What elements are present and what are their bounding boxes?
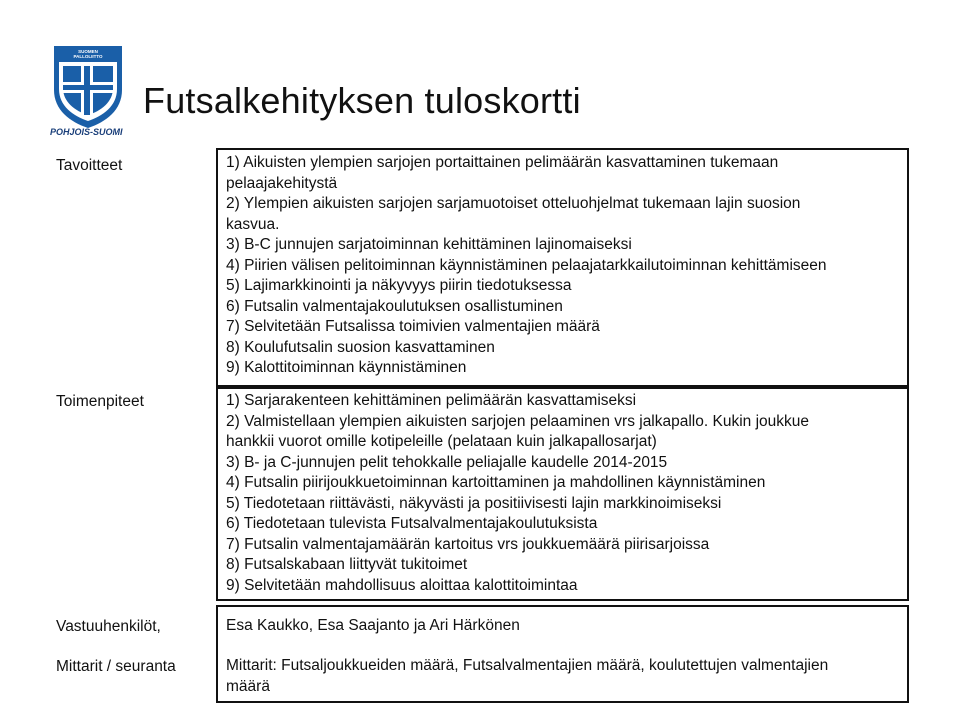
- toimenpiteet-line: 6) Tiedotetaan tulevista Futsalvalmentajakoulutuksista: [226, 515, 598, 532]
- tavoitteet-line: 3) B-C junnujen sarjatoiminnan kehittäminen lajinomaiseksi: [226, 236, 632, 253]
- toimenpiteet-line: 3) B- ja C-junnujen pelit tehokkalle peliajalle kaudelle 2014-2015: [226, 453, 668, 471]
- tavoitteet-line: 7) Selvitetään Futsalissa toimivien valmentajien määrä: [226, 318, 600, 335]
- vastuu-mittarit-box: [216, 605, 909, 703]
- vastuuhenkilot-text: Esa Kaukko, Esa Saajanto ja Ari Härkönen: [226, 617, 520, 634]
- tavoitteet-line: pelaajakehitystä: [226, 174, 338, 192]
- tavoitteet-line: 2) Ylempien aikuisten sarjojen sarjamuotoiset otteluohjelmat tukemaan lajin suosion: [226, 195, 801, 212]
- tavoitteet-box: [216, 148, 909, 387]
- label-vastuuhenkilot: Vastuuhenkilöt,: [56, 618, 161, 635]
- label-mittarit: Mittarit / seuranta: [56, 658, 176, 675]
- tavoitteet-line: 4) Piirien välisen pelitoiminnan käynnistäminen pelaajatarkkailutoiminnan kehittämiseen: [226, 256, 827, 274]
- toimenpiteet-line: 8) Futsalskabaan liittyvät tukitoimet: [226, 556, 468, 573]
- logo-bottom-text: POHJOIS-SUOMI: [50, 127, 123, 137]
- toimenpiteet-line: 9) Selvitetään mahdollisuus aloittaa kalottitoimintaa: [226, 576, 578, 594]
- label-toimenpiteet: Toimenpiteet: [56, 393, 144, 410]
- pohjois-suomi-logo: [50, 42, 126, 138]
- toimenpiteet-line: 1) Sarjarakenteen kehittäminen pelimäärän kasvattamiseksi: [226, 392, 637, 409]
- tavoitteet-list: [226, 153, 901, 379]
- tavoitteet-line: 6) Futsalin valmentajakoulutuksen osallistuminen: [226, 297, 563, 315]
- tavoitteet-line: 5) Lajimarkkinointi ja näkyvyys piirin tiedotuksessa: [226, 277, 572, 294]
- mittarit-line: määrä: [226, 677, 270, 695]
- toimenpiteet-line: hankkii vuorot omille kotipeleille (pelataan kuin jalkapallosarjat): [226, 433, 657, 450]
- toimenpiteet-line: 2) Valmistellaan ylempien aikuisten sarjojen pelaaminen vrs jalkapallo. Kukin joukkue: [226, 412, 809, 430]
- tavoitteet-line: kasvua.: [226, 215, 280, 233]
- mittarit-line: Mittarit: Futsaljoukkueiden määrä, Futsalvalmentajien määrä, koulutettujen valmentajien: [226, 657, 829, 674]
- mittarit-text: [226, 656, 901, 697]
- page-title: Futsalkehityksen tuloskortti: [143, 80, 581, 121]
- toimenpiteet-line: 4) Futsalin piirijoukkuetoiminnan kartoittaminen ja mahdollinen käynnistäminen: [226, 474, 766, 491]
- toimenpiteet-line: 5) Tiedotetaan riittävästi, näkyvästi ja positiivisesti lajin markkinoimiseksi: [226, 494, 722, 512]
- toimenpiteet-list: [226, 391, 901, 596]
- tavoitteet-line: 1) Aikuisten ylempien sarjojen portaittainen pelimäärän kasvattaminen tukemaan: [226, 154, 779, 171]
- tavoitteet-line: 8) Koulufutsalin suosion kasvattaminen: [226, 338, 495, 356]
- logo-top-text: SUOMEN PALLOLIITTO: [73, 49, 103, 59]
- toimenpiteet-line: 7) Futsalin valmentajamäärän kartoitus vrs joukkuemäärä piirisarjoissa: [226, 535, 710, 553]
- tavoitteet-line: 9) Kalottitoiminnan käynnistäminen: [226, 359, 467, 376]
- label-tavoitteet: Tavoitteet: [56, 157, 123, 174]
- toimenpiteet-box: [216, 387, 909, 601]
